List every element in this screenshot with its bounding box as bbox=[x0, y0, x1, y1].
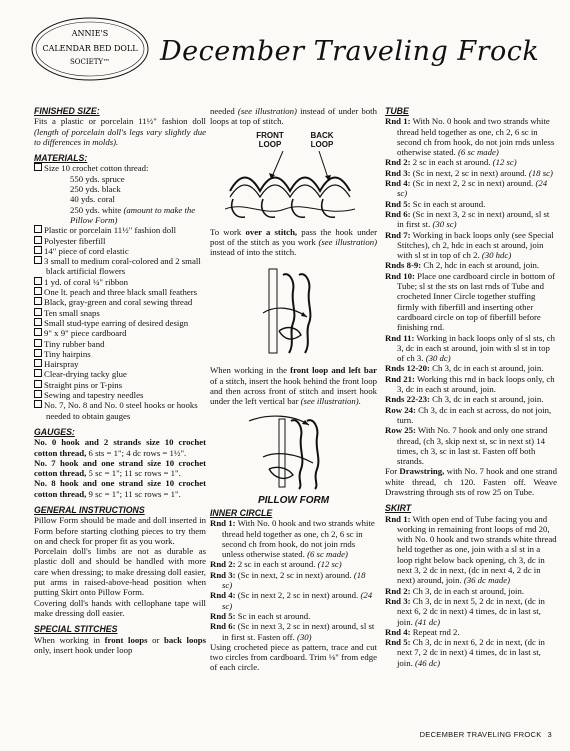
checkbox-icon bbox=[34, 369, 42, 377]
page-number: 3 bbox=[547, 730, 552, 739]
checkbox-icon bbox=[34, 277, 42, 285]
left-bar-diagram-icon bbox=[239, 411, 349, 491]
round-item: Rnd 4: (Sc in next 2, 2 sc in next) around. (24 sc) bbox=[210, 590, 373, 611]
round-item: Rnd 4: Repeat rnd 2. bbox=[385, 626, 460, 637]
front-loop-label: FRONT LOOP bbox=[256, 130, 284, 149]
gauge-1: No. 0 hook and 2 strands size 10 crochet cotton thread, 6 sts = 1"; 4 dc rows = 1½". bbox=[34, 437, 206, 458]
checkbox-icon bbox=[34, 339, 42, 347]
checkbox-icon bbox=[34, 225, 42, 233]
round-item: Rnd 5: Sc in each st around. bbox=[385, 198, 486, 209]
gi-paragraph: Covering doll's hands with cellophane tape will make dressing doll easier. bbox=[34, 597, 206, 618]
material-item: Sewing and tapestry needles bbox=[34, 390, 206, 400]
round-item: Rnd 3: (Sc in next, 2 sc in next) around. (18 sc) bbox=[385, 167, 553, 178]
society-logo bbox=[28, 14, 152, 84]
material-item: Small stud-type earring of desired design bbox=[34, 318, 206, 328]
round-item: Rnd 21: Working this rnd in back loops only, ch 3, dc in each st around, join. bbox=[385, 373, 555, 395]
material-item: 1 yd. of coral ¼" ribbon bbox=[34, 277, 206, 287]
back-loop-label: BACK LOOP bbox=[310, 130, 334, 149]
gauges-heading: GAUGES: bbox=[34, 426, 75, 437]
tube-heading: TUBE bbox=[385, 106, 409, 116]
column-1 bbox=[34, 106, 206, 655]
page-footer bbox=[420, 730, 552, 739]
round-item: Rnd 3: Ch 3, dc in next 5, 2 dc in next, (dc in next 6, 2 dc in next) 4 times, dc in last st, join. (41 dc) bbox=[385, 595, 545, 627]
round-item: Rnd 7: Working in back loops only (see Special Stitches), ch 2, hdc in each st around, join with sl st in top of ch 2. (30 hdc) bbox=[385, 229, 554, 261]
materials-heading: MATERIALS: bbox=[34, 153, 88, 164]
material-item: One lt. peach and three black small feathers bbox=[34, 287, 206, 297]
material-item: No. 7, No. 8 and No. 0 steel hooks or hooks needed to obtain gauges bbox=[34, 400, 206, 421]
material-item: 3 small to medium coral-colored and 2 small black artificial flowers bbox=[34, 256, 206, 277]
round-item: Rnd 1: With open end of Tube facing you and working in remaining front loops of rnd 20, with No. 0 hook and two strands white thread held together as one, join with a sl st in a loop right below back opening, ch 3, dc in next 3, 2 dc in next, (dc in next 4, 2 dc in next) around, join. (36 dc made) bbox=[385, 513, 557, 586]
round-item: Rnds 8-9: Ch 2, hdc in each st around, join. bbox=[385, 260, 540, 271]
round-item: Rnd 5: Sc in each st around. bbox=[210, 610, 311, 621]
round-item: Rnd 2: 2 sc in each st around. (12 sc) bbox=[210, 559, 342, 570]
round-item: Rnd 10: Place one cardboard circle in bottom of Tube; sl st the sts on last rnds of Tube and crocheted Inner Circle together stuffing firmly with fiberfill and inserting other cardboard circle on top of fiberfill before finishing rnd. bbox=[385, 270, 556, 333]
checkbox-icon bbox=[34, 163, 42, 171]
logo-line-3: SOCIETY™ bbox=[69, 58, 111, 66]
round-item: Rnd 5: Ch 3, dc in next 6, 2 dc in next, (dc in next 7, 2 dc in next) 4 times, dc in last st, join. (46 dc) bbox=[385, 637, 545, 668]
using-text: Using crocheted piece as pattern, trace and cut two circles from cardboard. Trim ⅛" from edge of each circle. bbox=[210, 641, 377, 673]
checkbox-icon bbox=[34, 297, 42, 305]
material-item: 9" x 9" piece cardboard bbox=[34, 328, 206, 338]
special-stitches-text: When working in front loops or back loops only, insert hook under loop bbox=[34, 634, 207, 655]
material-item: Tiny rubber band bbox=[34, 339, 206, 349]
special-stitches-heading: SPECIAL STITCHES bbox=[34, 624, 118, 635]
checkbox-icon bbox=[34, 349, 42, 357]
gi-paragraph: Porcelain doll's limbs are not as durable as plastic doll and should be handled with more care when dressing; to make dressing doll easier, put arms in raised-above-head position when putting Skirt onto Pillow Form. bbox=[34, 546, 206, 598]
skirt-heading: SKIRT bbox=[385, 503, 412, 514]
thread-amounts bbox=[34, 174, 206, 225]
thread-amount: 550 yds. spruce bbox=[70, 173, 125, 184]
pillow-form-heading: PILLOW FORM bbox=[257, 494, 330, 506]
special-stitches-cont: needed (see illustration) instead of under both loops at top of stitch. bbox=[210, 106, 377, 127]
thread-amount: 40 yds. coral bbox=[70, 194, 115, 205]
material-item: Plastic or porcelain 11½" fashion doll bbox=[34, 225, 206, 235]
checkbox-icon bbox=[34, 236, 42, 244]
checkbox-icon bbox=[34, 318, 42, 326]
checkbox-icon bbox=[34, 256, 42, 264]
left-bar-text: When working in the front loop and left bar of a stitch, insert the hook behind the front loop and then across front of stitch and insert hook under the left vertical bar (see illustration). bbox=[210, 365, 377, 407]
round-item: Rnd 11: Working in back loops only of sl sts, ch 3, dc in each st around, join with sl st in top of ch 3. (30 dc) bbox=[385, 332, 556, 364]
material-item: Tiny hairpins bbox=[34, 349, 206, 359]
over-stitch-diagram-icon bbox=[249, 261, 339, 361]
material-item: Straight pins or T-pins bbox=[34, 380, 206, 390]
gauge-2: No. 7 hook and one strand size 10 crochet cotton thread, 5 sc = 1"; 11 sc rows = 1". bbox=[34, 457, 206, 479]
round-item: Rnd 3: (Sc in next, 2 sc in next) around. (18 sc) bbox=[210, 569, 366, 591]
checkbox-icon bbox=[34, 400, 42, 408]
over-stitch-text: To work over a stitch, pass the hook under post of the stitch as you work (see illustration) instead of into the stitch. bbox=[210, 226, 378, 258]
round-item: Rnd 1: With No. 0 hook and two strands white thread held together as one, ch 2, 6 sc in second ch from hook, do not join rnds unless otherwise stated. (6 sc made) bbox=[385, 116, 555, 158]
round-item: Row 24: Ch 3, dc in each st across, do not join, turn. bbox=[385, 404, 552, 425]
checkbox-icon bbox=[34, 380, 42, 388]
checkbox-icon bbox=[34, 328, 42, 336]
page-title: December Traveling Frock bbox=[160, 36, 540, 67]
round-item: Rnd 4: (Sc in next 2, 2 sc in next) around. (24 sc) bbox=[385, 178, 548, 199]
round-item: Rnd 1: With No. 0 hook and two strands white thread held together as one, ch 2, 6 sc in second ch from hook, do not join rnds unless otherwise stated. (6 sc made) bbox=[210, 518, 375, 560]
thread-amount: 250 yds. white (amount to make the Pillow Form) bbox=[70, 204, 196, 225]
materials-list bbox=[34, 163, 206, 420]
material-item: 14" piece of cord elastic bbox=[34, 246, 206, 256]
loops-illustration bbox=[210, 127, 377, 227]
material-item: Hairspray bbox=[34, 359, 206, 369]
round-item: Rnds 22-23: Ch 3, dc in each st around, join. bbox=[385, 394, 544, 405]
checkbox-icon bbox=[34, 246, 42, 254]
logo-oval-icon bbox=[28, 14, 152, 84]
checkbox-icon bbox=[34, 287, 42, 295]
checkbox-icon bbox=[34, 359, 42, 367]
material-item: Ten small snaps bbox=[34, 308, 206, 318]
round-item: Rnd 2: 2 sc in each st around. (12 sc) bbox=[385, 157, 517, 168]
material-item: Polyester fiberfill bbox=[34, 236, 206, 246]
round-item: Rnd 6: (Sc in next 3, 2 sc in next) around, sl st in first st. Fasten off. (30) bbox=[210, 621, 375, 642]
round-item: Rnds 12-20: Ch 3, dc in each st around, join. bbox=[385, 363, 544, 374]
checkbox-icon bbox=[34, 308, 42, 316]
inner-circle-heading: INNER CIRCLE bbox=[210, 507, 273, 518]
column-2 bbox=[210, 106, 377, 673]
gi-paragraph: Pillow Form should be made and doll inserted in Form before starting clothing pieces to try them on and check for proper fit as you work. bbox=[34, 515, 206, 546]
finished-size-text: Fits a plastic or porcelain 11½" fashion doll (length of porcelain doll's legs vary slightly due to differences in molds). bbox=[34, 116, 206, 147]
material-item: Clear-drying tacky glue bbox=[34, 369, 206, 379]
round-item: Rnd 6: (Sc in next 3, 2 sc in next) around, sl st in first st. (30 sc) bbox=[385, 208, 550, 230]
finished-size-heading: FINISHED SIZE: bbox=[34, 106, 100, 116]
material-item: Black, gray-green and coral sewing thread bbox=[34, 297, 206, 307]
thread-amount: 250 yds. black bbox=[70, 184, 121, 195]
round-item: Row 25: With No. 7 hook and only one strand thread, (ch 3, skip next st, sc in next st) 14 times, ch 3, sc in last st. Fasten off both strands. bbox=[385, 425, 548, 467]
drawstring-text: For Drawstring, with No. 7 hook and one strand white thread, ch 120. Fasten off. Weave Drawstring through sts of row 25 on Tube. bbox=[385, 466, 558, 497]
loops-diagram-icon bbox=[225, 151, 365, 225]
round-item: Rnd 2: Ch 3, dc in each st around, join. bbox=[385, 585, 525, 596]
logo-line-1: ANNIE'S bbox=[71, 29, 109, 38]
checkbox-icon bbox=[34, 390, 42, 398]
material-item: Size 10 crochet cotton thread: bbox=[34, 163, 206, 173]
gauge-3: No. 8 hook and one strand size 10 crochet cotton thread, 9 sc = 1"; 11 sc rows = 1". bbox=[34, 478, 206, 499]
logo-line-2: CALENDAR BED DOLL bbox=[42, 44, 138, 53]
footer-title: DECEMBER TRAVELING FROCK bbox=[419, 730, 542, 739]
general-instructions-heading: GENERAL INSTRUCTIONS bbox=[34, 504, 145, 515]
column-3 bbox=[385, 106, 557, 668]
